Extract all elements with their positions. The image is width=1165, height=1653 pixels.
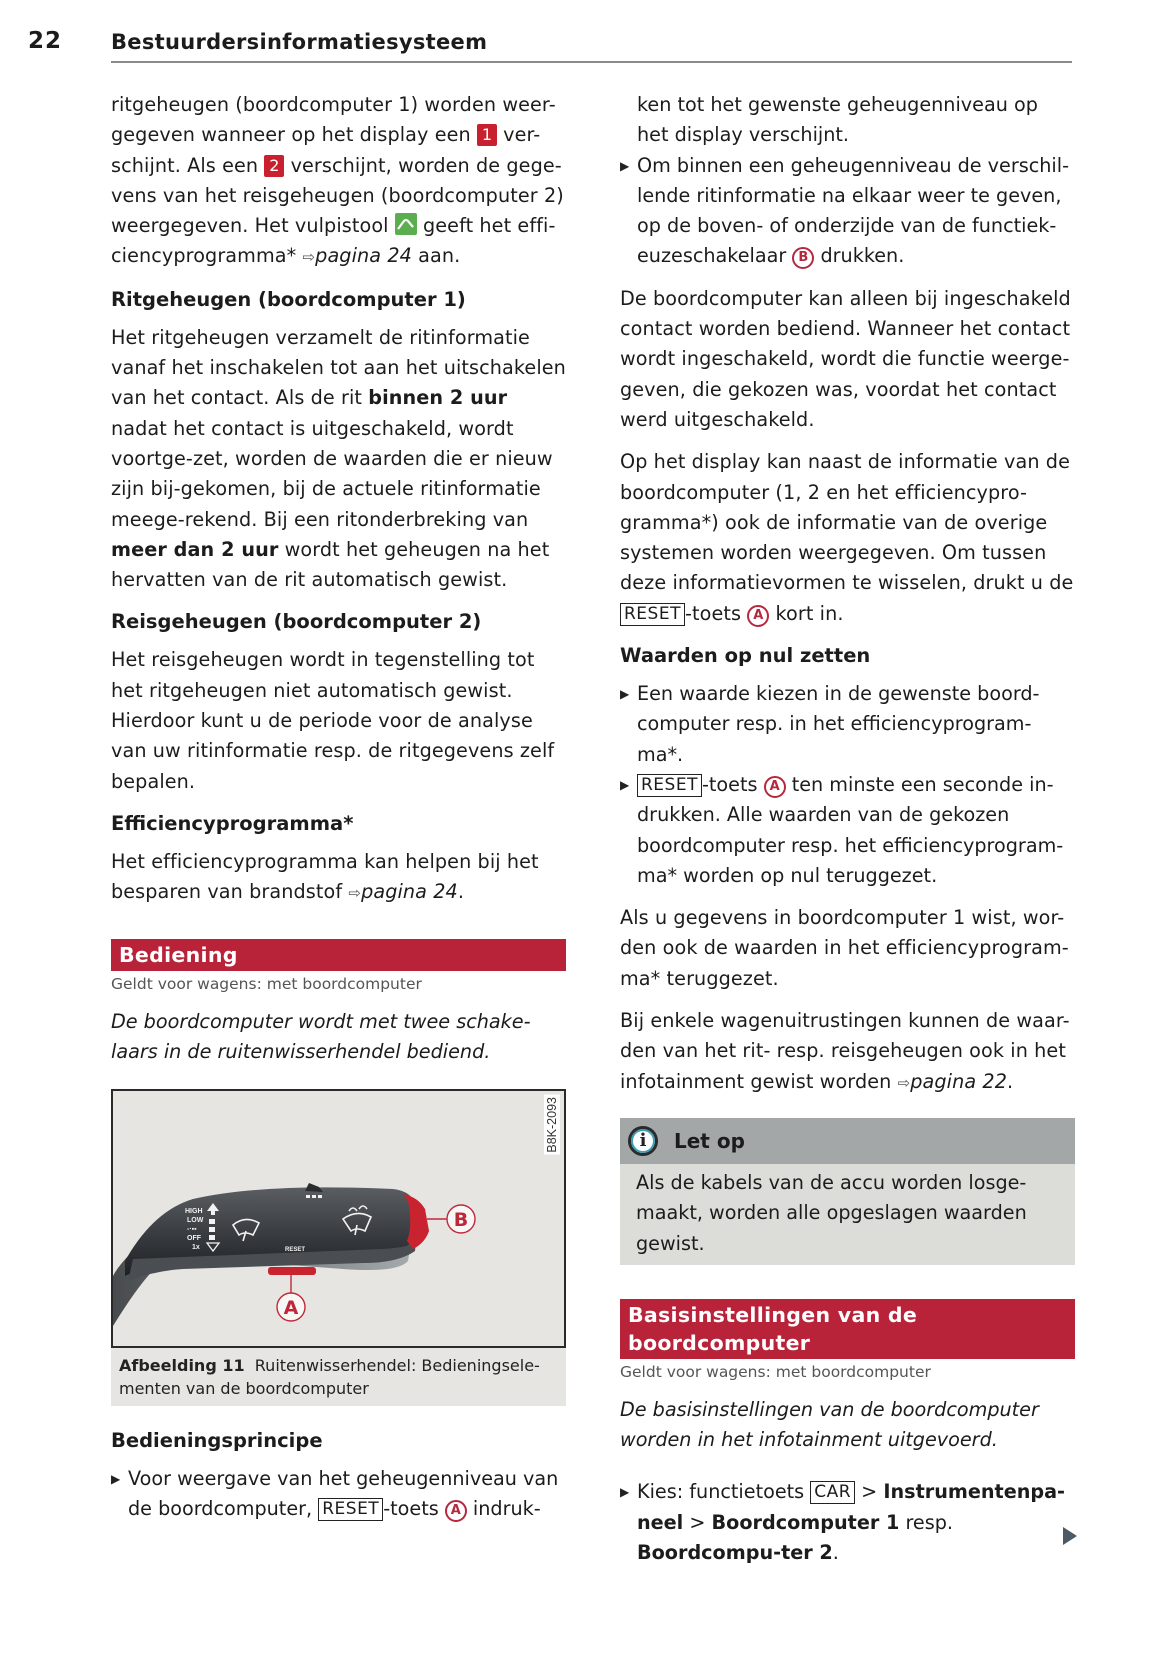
wiper-lever-illustration: [113, 1091, 564, 1342]
right-column: [620, 90, 1075, 1568]
intro-paragraph: ritgeheugen (boordcomputer 1) worden weer-gegeven wanneer op het display een 1 ver-schijnt. Als een 2 verschijnt, worden de gege-vens van het reisgeheugen (boordcomputer 2) weergegeven. Het vulpistool geeft het effi-ciencyprogramma* ⇨pagina 24 aan.: [111, 93, 564, 268]
note-title: Let op: [674, 1128, 745, 1153]
trip-memory-2-icon: 2: [264, 155, 284, 177]
reference-arrow-icon: ⇨: [897, 1073, 911, 1092]
reference-arrow-icon: ⇨: [302, 248, 316, 267]
applies-to-text: Geldt voor wagens: met boordcomputer: [620, 1362, 931, 1381]
basis-intro: De basisinstellingen van de boordcomputer worden in het infotainment uitgevoerd.: [620, 1397, 1039, 1452]
reset-key: RESET: [620, 603, 685, 626]
reset-key: RESET: [318, 1498, 383, 1521]
left-column: [111, 90, 566, 1525]
svg-text:LOW: LOW: [187, 1217, 204, 1225]
bullet-triangle-icon: ▶: [620, 777, 630, 792]
operation-paragraph: De boordcomputer kan alleen bij ingeschakeld contact worden bediend. Wanneer het contact wordt ingeschakeld, wordt die functie weerge-geven, die gekozen was, voordat het contact werd uitgeschakeld.: [620, 286, 1071, 431]
display-paragraph: Op het display kan naast de informatie van de boordcomputer (1, 2 en het efficiencypro-gramma*) ook de informatie van de overige systemen worden weergegeven. Om tussen deze informatievormen te wisselen, drukt u de RESET -toets A kort in.: [620, 450, 1074, 625]
svg-text:1x: 1x: [192, 1244, 200, 1252]
section-heading-efficiency: Efficiencyprogramma*: [111, 811, 354, 835]
note-header: [620, 1118, 1075, 1164]
bullet-item: ▶ Voor weergave van het geheugenniveau van de boordcomputer, RESET -toets A indruk-: [111, 1464, 566, 1525]
bullet-triangle-icon: ▶: [620, 1485, 630, 1500]
bullet-triangle-icon: ▶: [620, 158, 630, 173]
bullet-item: ▶ Om binnen een geheugenniveau de verschil-lende ritinformatie na elkaar weer te geven, op de boven- of onderzijde van de functiek-euzeschakelaar B drukken.: [620, 151, 1075, 272]
bullet-item: ▶ Een waarde kiezen in de gewenste boord-computer resp. in het efficiencyprogram-ma*.: [620, 679, 1075, 770]
section-bar-bediening: Bediening: [111, 939, 566, 971]
section-heading-ritgeheugen: Ritgeheugen (boordcomputer 1): [111, 287, 466, 311]
section-bar-basisinstellingen: Basisinstellingen van de boordcomputer: [620, 1299, 1075, 1359]
callout-a-icon: A: [445, 1500, 467, 1522]
page-reference-link[interactable]: pagina 24: [315, 244, 412, 268]
efficiency-paragraph: Het efficiencyprogramma kan helpen bij het besparen van brandstof ⇨pagina 24.: [111, 849, 539, 904]
page-number: 22: [28, 28, 63, 54]
reset-key: RESET: [637, 774, 702, 797]
header-rule: [111, 61, 1072, 63]
bediening-intro: De boordcomputer wordt met twee schake-laars in de ruitenwisserhendel bediend.: [111, 1009, 531, 1063]
svg-text:RESET: RESET: [285, 1247, 306, 1254]
callout-a-icon: A: [764, 776, 786, 798]
reference-arrow-icon: ⇨: [348, 884, 362, 903]
figure-caption: Afbeelding 11 Ruitenwisserhendel: Bedieningsele-menten van de boordcomputer: [111, 1348, 566, 1406]
note-body: Als de kabels van de accu worden losge-maakt, worden alle opgeslagen waarden gewist.: [636, 1170, 1027, 1255]
applies-to-text: Geldt voor wagens: met boordcomputer: [111, 974, 422, 993]
bullet-triangle-icon: ▶: [111, 1472, 121, 1487]
section-heading-reisgeheugen: Reisgeheugen (boordcomputer 2): [111, 610, 482, 634]
bullet-item: ▶ Kies: functietoets CAR > Instrumentenpa-neel > Boordcomputer 1 resp. Boordcompu-ter 2.: [620, 1477, 1075, 1568]
svg-text:HIGH: HIGH: [185, 1208, 203, 1216]
bullet-continuation: ken tot het gewenste geheugenniveau op het display verschijnt.: [637, 93, 1038, 147]
continue-arrow-icon: [1063, 1527, 1077, 1545]
bullet-item: ▶ RESET -toets A ten minste een seconde in-drukken. Alle waarden van de gekozen boordcomputer resp. het efficiencyprogram-ma* worden op nul teruggezet.: [620, 770, 1075, 891]
svg-text:-·▪▪: -·▪▪: [187, 1226, 197, 1234]
page-reference-link[interactable]: pagina 22: [910, 1069, 1008, 1093]
car-key: CAR: [810, 1481, 855, 1504]
callout-b-icon: B: [792, 247, 814, 269]
callout-a-icon: A: [747, 605, 769, 627]
svg-text:OFF: OFF: [187, 1235, 201, 1243]
section-heading-nul-zetten: Waarden op nul zetten: [620, 644, 871, 668]
page-reference-link[interactable]: pagina 24: [361, 880, 458, 904]
svg-text:A: A: [283, 1297, 299, 1320]
note-box: [620, 1118, 1075, 1265]
wiper-lever-figure: [111, 1089, 566, 1348]
infotainment-paragraph: Bij enkele wagenuitrustingen kunnen de waar-den van het rit- resp. reisgeheugen ook in het infotainment gewist worden ⇨pagina 22.: [620, 1009, 1070, 1093]
reisgeheugen-paragraph: Het reisgeheugen wordt in tegenstelling tot het ritgeheugen niet automatisch gewist. Hierdoor kunt u de periode voor de analyse van uw ritinformatie resp. de ritgegevens zelf bepalen.: [111, 648, 555, 793]
page-title: Bestuurdersinformatiesysteem: [111, 30, 488, 54]
ritgeheugen-paragraph: Het ritgeheugen verzamelt de ritinformatie vanaf het inschakelen tot aan het uitschakelen van het contact. Als de rit binnen 2 uur nadat het contact is uitgeschakeld, wordt voortge-zet, worden de waarden die er nieuw zijn bij-gekomen, bij de actuele ritinformatie meege-rekend. Bij een ritonderbreking van meer dan 2 uur wordt het geheugen na het hervatten van de rit automatisch gewist.: [111, 325, 566, 592]
figure-code: B8K-2093: [545, 1097, 559, 1153]
section-heading-bedieningsprincipe: Bedieningsprincipe: [111, 1429, 323, 1453]
bullet-triangle-icon: ▶: [620, 687, 630, 702]
info-icon: i: [628, 1126, 658, 1156]
svg-text:B: B: [453, 1209, 469, 1232]
trip-memory-1-icon: 1: [477, 124, 497, 146]
reset-efficiency-paragraph: Als u gegevens in boordcomputer 1 wist, wor-den ook de waarden in het efficiencyprogram-ma* teruggezet.: [620, 906, 1069, 990]
fuel-pump-icon: [395, 213, 417, 235]
